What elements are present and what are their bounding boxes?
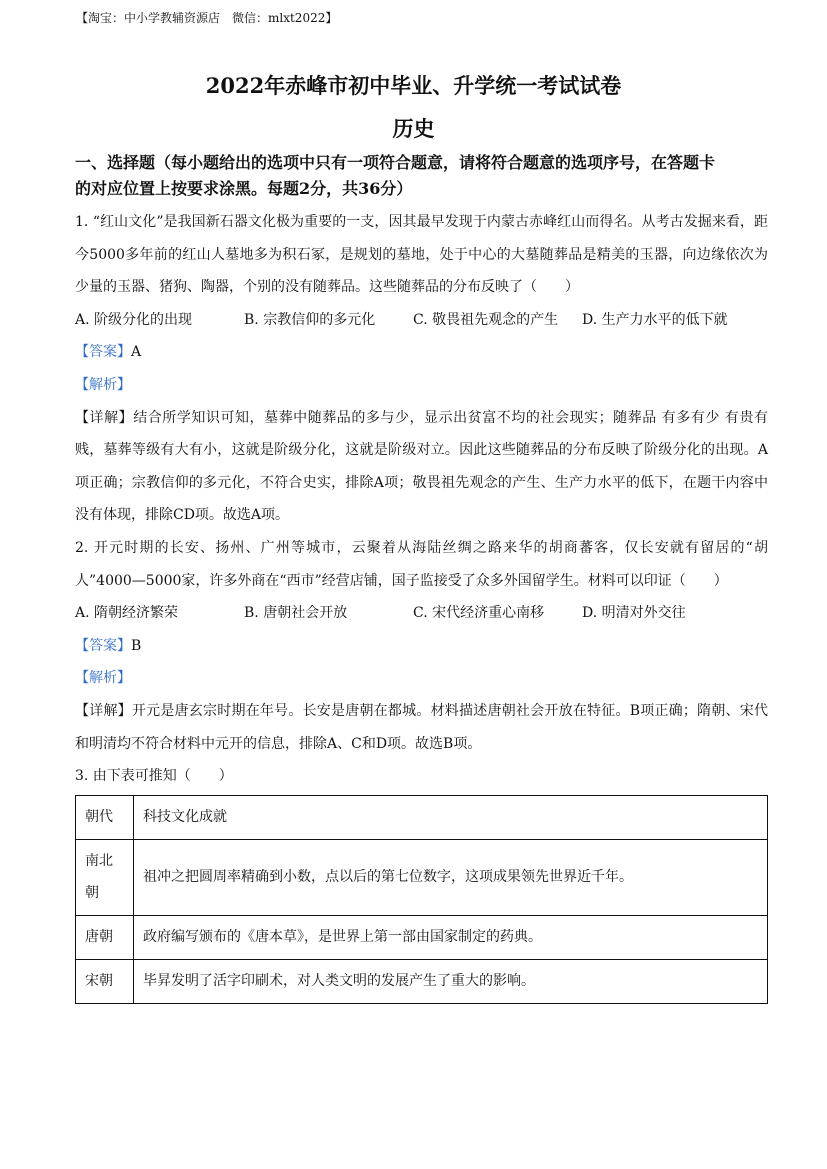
answer-value: A (131, 344, 142, 361)
table-cell-dynasty: 唐朝 (76, 915, 134, 959)
question-2-analysis-label: 【解析】 (75, 670, 131, 687)
section-heading (75, 150, 768, 202)
table-header-achievement: 科技文化成就 (134, 795, 768, 839)
table-header-row (76, 795, 768, 839)
question-2 (75, 532, 768, 760)
question-3 (75, 760, 768, 1004)
header-note: 【淘宝：中小学教辅资源店 微信：mlxt2022】 (76, 11, 338, 25)
table-row (76, 959, 768, 1003)
answer-label: 【答案】 (75, 344, 131, 361)
question-1-option-d: D. 生产力水平的低下就 (582, 311, 728, 328)
question-1-option-b: B. 宗教信仰的多元化 (244, 311, 376, 328)
question-1-option-a: A. 阶级分化的出现 (75, 311, 193, 328)
table-cell-achievement: 政府编写颁布的《唐本草》，是世界上第一部由国家制定的药典。 (134, 915, 768, 959)
table-cell-dynasty: 宋朝 (76, 959, 134, 1003)
exam-subject: 历史 (392, 116, 435, 141)
answer-value: B (131, 637, 142, 654)
question-2-detail (75, 695, 768, 760)
question-2-option-b: B. 唐朝社会开放 (244, 605, 348, 622)
detail-label: 【详解】 (75, 409, 134, 426)
question-1-options (75, 304, 768, 337)
question-2-stem: 2. 开元时期的长安、扬州、广州等城市，云聚着从海陆丝绸之路来华的胡商蕃客，仅长安就有留居的“胡人”4000—5000家，许多外商在“西市”经营店铺，国子监接受了众多外国留学生。材料可以印证（ ） (75, 539, 768, 589)
table-cell-achievement: 祖冲之把圆周率精确到小数，点以后的第七位数字，这项成果领先世界近千年。 (134, 839, 768, 915)
section-heading-line-1: 一、选择题（每小题给出的选项中只有一项符合题意，请将符合题意的选项序号，在答题卡 (75, 153, 716, 172)
achievements-table (75, 795, 768, 1004)
question-1-analysis-label: 【解析】 (75, 376, 131, 393)
table-row (76, 915, 768, 959)
question-2-answer (75, 630, 768, 663)
question-1 (75, 206, 768, 532)
question-2-option-c: C. 宋代经济重心南移 (413, 605, 545, 622)
table-cell-achievement: 毕昇发明了活字印刷术，对人类文明的发展产生了重大的影响。 (134, 959, 768, 1003)
exam-title: 2022年赤峰市初中毕业、升学统一考试试卷 (205, 73, 622, 98)
detail-text: 开元是唐玄宗时期在年号。长安是唐朝在都城。材料描述唐朝社会开放在特征。B项正确；隋朝、宋代和明清均不符合材料中元开的信息，排除A、C和D项。故选B项。 (75, 702, 769, 752)
question-1-detail (75, 402, 768, 532)
question-2-option-d: D. 明清对外交往 (582, 605, 686, 622)
question-2-options (75, 597, 768, 630)
exam-content (75, 150, 768, 1004)
detail-label: 【详解】 (75, 702, 132, 719)
question-1-answer (75, 336, 768, 369)
question-3-stem: 3. 由下表可推知（ ） (75, 768, 233, 785)
section-heading-line-2: 的对应位置上按要求涂黑。每题2分，共36分） (75, 179, 413, 198)
question-2-option-a: A. 隋朝经济繁荣 (75, 605, 179, 622)
answer-label: 【答案】 (75, 637, 131, 654)
table-row (76, 839, 768, 915)
table-header-dynasty: 朝代 (76, 795, 134, 839)
question-1-stem: 1. “红山文化”是我国新石器文化极为重要的一支，因其最早发现于内蒙古赤峰红山而得名。从考古发掘来看，距今5000多年前的红山人墓地多为积石冢，是规划的墓地，处于中心的大墓随葬品是精美的玉器，向边缘依次为少量的玉器、猪狗、陶器，个别的没有随葬品。这些随葬品的分布反映了（ ） (75, 214, 768, 296)
detail-text: 结合所学知识可知，墓葬中随葬品的多与少，显示出贫富不均的社会现实；随葬品 有多有少 有贵有贱，墓葬等级有大有小，这就是阶级分化，这就是阶级对立。因此这些随葬品的分布反映了阶级分化的出现。A项正确；宗教信仰的多元化，不符合史实，排除A项；敬畏祖先观念的产生、生产力水平的低下，在题干内容中没有体现，排除CD项。故选A项。 (75, 409, 769, 524)
table-cell-dynasty: 南北朝 (76, 839, 134, 915)
question-1-option-c: C. 敬畏祖先观念的产生 (413, 311, 559, 328)
